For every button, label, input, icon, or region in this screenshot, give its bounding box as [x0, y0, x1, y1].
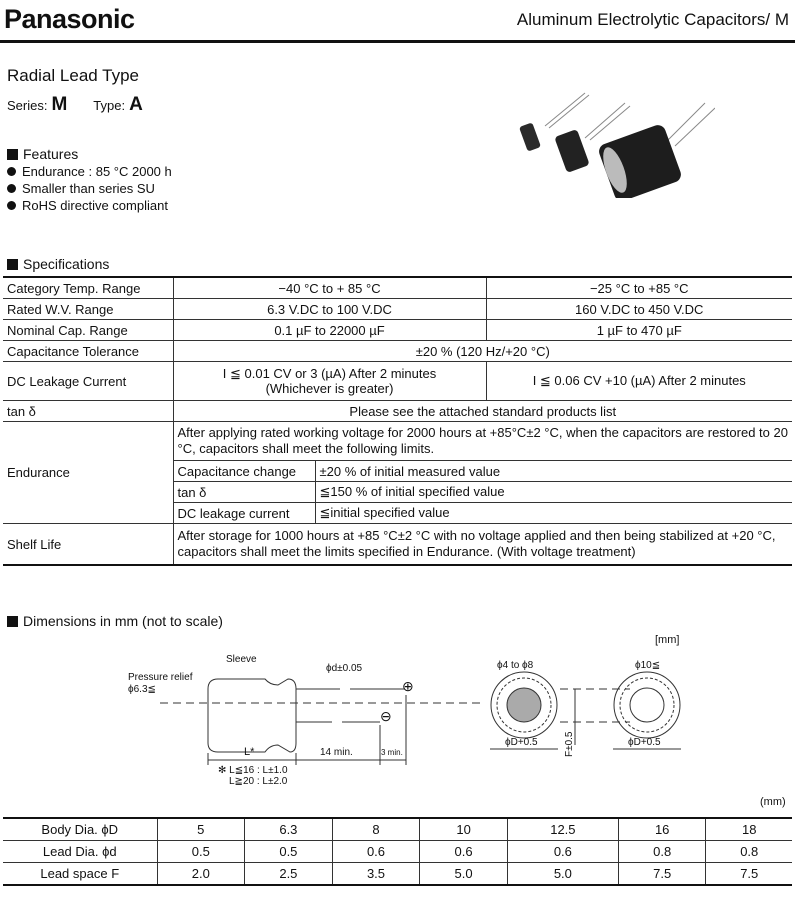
feature-item	[7, 197, 172, 214]
spec-value-low: 6.3 V.DC to 100 V.DC	[173, 299, 486, 320]
pressure-relief-dia: ϕ6.3≦	[128, 684, 156, 695]
specifications-heading-text: Specifications	[23, 256, 110, 272]
brand-logo: Panasonic	[4, 4, 135, 34]
endurance-item: tan δ	[173, 482, 315, 503]
feature-text: Smaller than series SU	[22, 181, 155, 196]
spec-label: DC Leakage Current	[3, 362, 173, 401]
series-line	[7, 94, 143, 116]
spec-value: ±20 % (120 Hz/+20 °C)	[173, 341, 792, 362]
dia-tolerance-small: ϕD+0.5	[505, 737, 538, 748]
spec-label: Category Temp. Range	[3, 277, 173, 299]
dia-tolerance-large: ϕD+0.5	[628, 737, 661, 748]
capacitor-body	[208, 679, 296, 752]
cell: 0.8	[706, 841, 792, 863]
cell: 6.3	[245, 818, 333, 841]
type-value: A	[129, 94, 143, 115]
endurance-value: ≦initial specified value	[315, 503, 792, 524]
table-row	[3, 299, 792, 320]
unit-label: [mm]	[655, 634, 680, 646]
square-bullet-icon	[7, 616, 18, 627]
length-label: L*	[244, 746, 255, 758]
table-row	[3, 277, 792, 299]
spec-value-high: 160 V.DC to 450 V.DC	[486, 299, 792, 320]
spec-value-high: I ≦ 0.06 CV +10 (µA) After 2 minutes	[486, 362, 792, 401]
spec-value: Please see the attached standard products list	[173, 401, 792, 422]
min14-label: 14 min.	[320, 747, 353, 758]
cell: 0.5	[245, 841, 333, 863]
cell: 5.0	[507, 863, 618, 886]
cell: 7.5	[706, 863, 792, 886]
cell: 18	[706, 818, 792, 841]
cell: 12.5	[507, 818, 618, 841]
spec-value-high: −25 °C to +85 °C	[486, 277, 792, 299]
table-row	[3, 320, 792, 341]
min3-label: 3 min.	[381, 748, 403, 757]
spec-label: tan δ	[3, 401, 173, 422]
features-heading	[7, 146, 78, 162]
endurance-value: ≦150 % of initial specified value	[315, 482, 792, 503]
spec-value-high: 1 µF to 470 µF	[486, 320, 792, 341]
sleeve-label: Sleeve	[226, 654, 257, 665]
length-note-2: L≧20 : L±2.0	[229, 776, 288, 787]
pressure-relief-label: Pressure relief	[128, 672, 193, 683]
endurance-item: Capacitance change	[173, 461, 315, 482]
cell: 2.0	[157, 863, 245, 886]
leakage-low-line1: I ≦ 0.01 CV or 3 (µA) After 2 minutes	[222, 366, 437, 381]
cell: 10	[420, 818, 508, 841]
cell: 5	[157, 818, 245, 841]
table-row	[3, 818, 792, 841]
type-label: Type:	[93, 98, 126, 113]
endurance-value: ±20 % of initial measured value	[315, 461, 792, 482]
series-value: M	[51, 94, 68, 115]
type-heading: Radial Lead Type	[7, 66, 140, 85]
spec-value-low: 0.1 µF to 22000 µF	[173, 320, 486, 341]
cell: 0.5	[157, 841, 245, 863]
specifications-table	[3, 276, 792, 566]
cell: 5.0	[420, 863, 508, 886]
dimensions-heading	[7, 613, 223, 629]
leakage-low-line2: (Whichever is greater)	[265, 381, 394, 396]
table-row	[3, 401, 792, 422]
length-note-1: ✻ L≦16 : L±1.0	[218, 765, 288, 776]
cell: 3.5	[332, 863, 420, 886]
bullet-icon	[7, 184, 16, 193]
capacitor-photo	[515, 88, 715, 198]
spec-label: Endurance	[3, 422, 173, 524]
specifications-heading	[7, 256, 109, 272]
square-bullet-icon	[7, 259, 18, 270]
plus-icon: ⊕	[402, 678, 414, 694]
endurance-intro: After applying rated working voltage for 2000 hours at +85°C±2 °C, when the capacitors are restored to 20 °C, capacitors shall meet the following limits.	[173, 422, 792, 461]
lead-space-tolerance: F±0.5	[564, 731, 575, 757]
row-label: Lead space F	[3, 863, 157, 886]
header-rule	[0, 40, 795, 43]
cell: 16	[618, 818, 706, 841]
document-title: Aluminum Electrolytic Capacitors/ M	[516, 10, 789, 29]
cell: 8	[332, 818, 420, 841]
feature-item	[7, 163, 172, 180]
table-row	[3, 362, 792, 401]
cell: 0.6	[332, 841, 420, 863]
unit-label-mm: (mm)	[760, 796, 786, 808]
dimension-drawing	[0, 645, 795, 790]
spec-value-low: −40 °C to + 85 °C	[173, 277, 486, 299]
cell: 0.6	[507, 841, 618, 863]
spec-value-low	[173, 362, 486, 401]
spec-label: Nominal Cap. Range	[3, 320, 173, 341]
row-label: Body Dia. ϕD	[3, 818, 157, 841]
dimensions-table	[3, 817, 792, 886]
range-large-label: ϕ10≦	[635, 660, 661, 671]
bullet-icon	[7, 201, 16, 210]
features-list	[7, 163, 172, 214]
minus-icon: ⊖	[380, 708, 392, 724]
shelf-life-value: After storage for 1000 hours at +85 °C±2 °C with no voltage applied and then being stabilized at +20 °C, capacitors shall meet the limits specified in Endurance. (With voltage treatment)	[173, 524, 792, 566]
row-label: Lead Dia. ϕd	[3, 841, 157, 863]
spec-label: Shelf Life	[3, 524, 173, 566]
range-small-label: ϕ4 to ϕ8	[497, 660, 534, 671]
endurance-item: DC leakage current	[173, 503, 315, 524]
spec-label: Rated W.V. Range	[3, 299, 173, 320]
feature-text: RoHS directive compliant	[22, 198, 168, 213]
table-row	[3, 524, 792, 566]
table-row	[3, 863, 792, 886]
bullet-icon	[7, 167, 16, 176]
cell: 0.8	[618, 841, 706, 863]
table-row	[3, 841, 792, 863]
cell: 0.6	[420, 841, 508, 863]
series-label: Series:	[7, 98, 48, 113]
features-heading-text: Features	[23, 146, 79, 162]
square-bullet-icon	[7, 149, 18, 160]
lead-dia-label: ϕd±0.05	[326, 663, 363, 674]
feature-item	[7, 180, 172, 197]
cell: 7.5	[618, 863, 706, 886]
spec-label: Capacitance Tolerance	[3, 341, 173, 362]
dimensions-heading-text: Dimensions in mm (not to scale)	[23, 613, 223, 629]
table-row	[3, 422, 792, 461]
table-row	[3, 341, 792, 362]
feature-text: Endurance : 85 °C 2000 h	[22, 164, 172, 179]
cell: 2.5	[245, 863, 333, 886]
